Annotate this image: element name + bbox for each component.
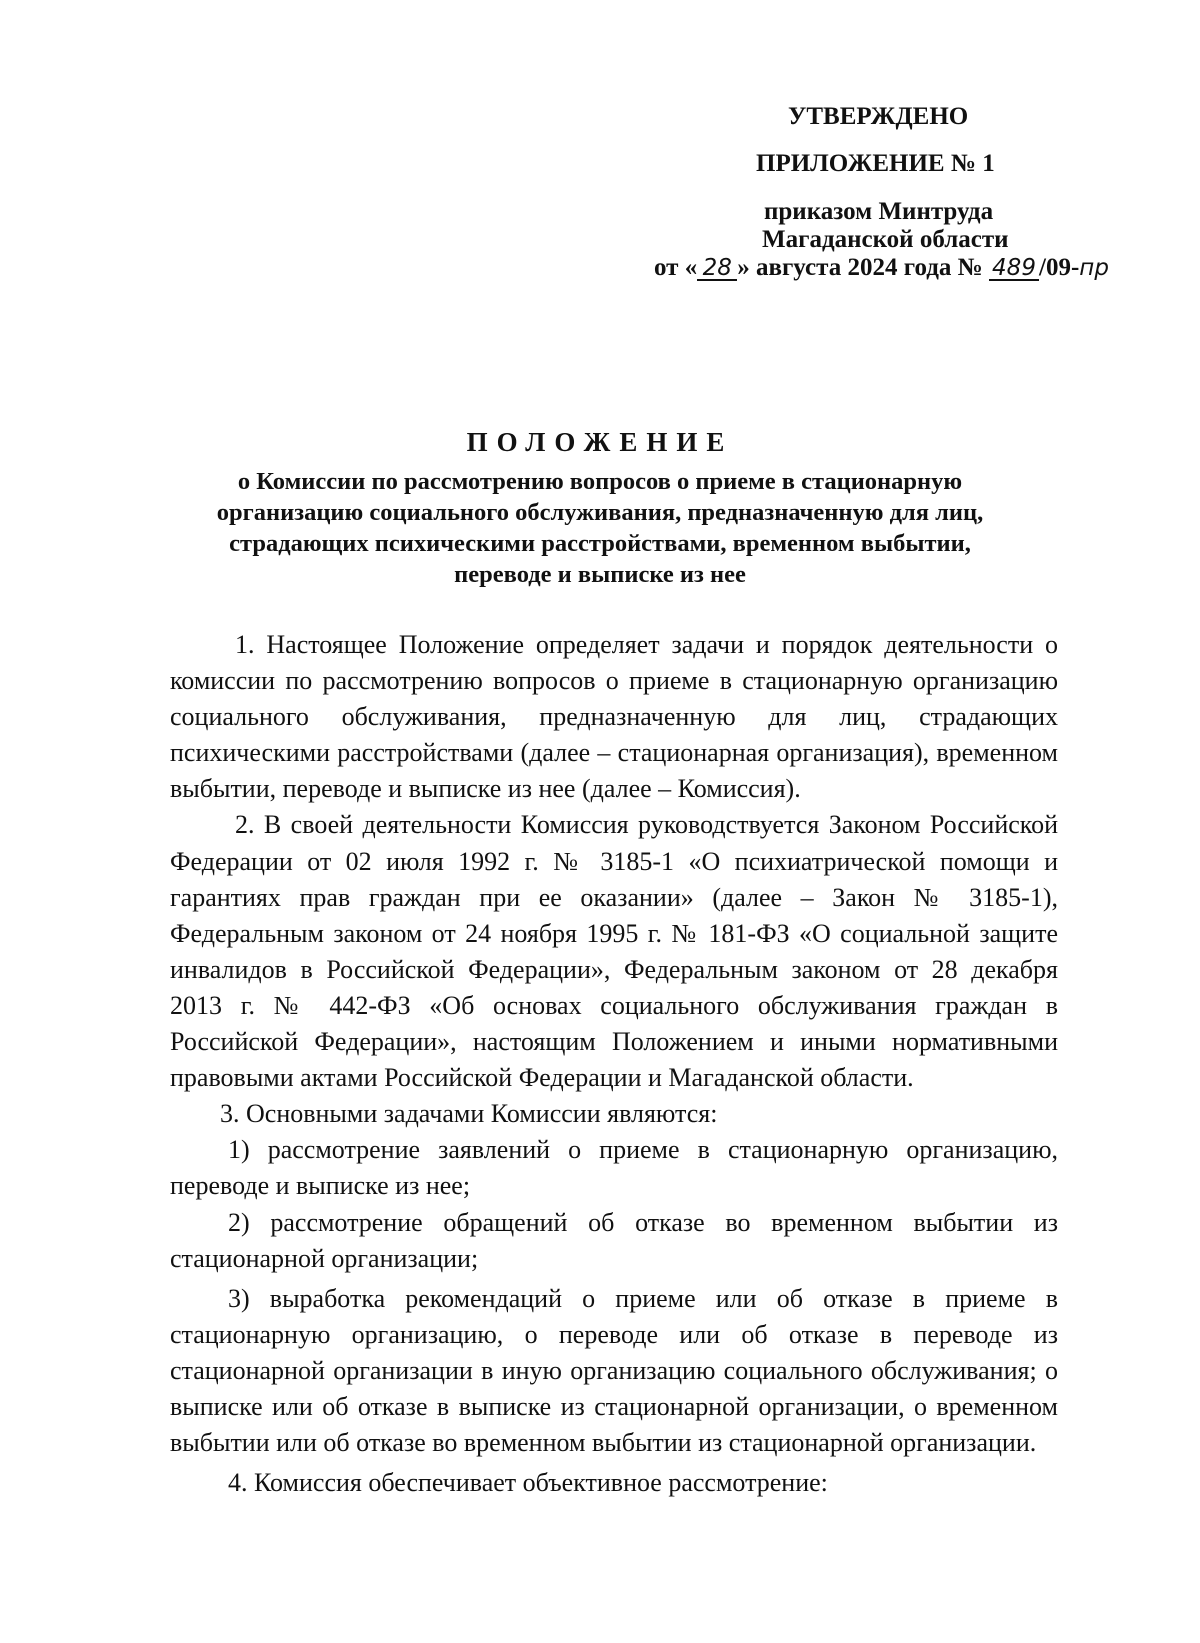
order-line-1: приказом Минтруда [764, 198, 994, 225]
subtitle-line: о Комиссии по рассмотрению вопросов о приеме в стационарную [237, 468, 963, 495]
handwritten-order-number: 489 [989, 257, 1039, 281]
date-prefix: от « [654, 254, 698, 281]
order-suffix: /09- [1039, 254, 1080, 281]
order-line-2: Магаданской области [762, 226, 1009, 253]
approved-heading: УТВЕРЖДЕНО [788, 103, 969, 130]
handwritten-day: 28 [697, 257, 737, 281]
document-subtitle [160, 466, 1040, 590]
paragraph-1: 1. Настоящее Положение определяет задачи и порядок деятельности о комиссии по рассмотрению вопросов о приеме в стационарную организацию социального обслуживания, предназначенную для лиц, страдающих психическими расстройствами (далее – стационарная организация), временном выбытии, переводе и выписке из нее (далее – Комиссия). [170, 630, 1058, 804]
paragraph-3-item-2: 2) рассмотрение обращений об отказе во временном выбытии из стационарной организации; [170, 1207, 1058, 1273]
subtitle-line: переводе и выписке из нее [454, 561, 746, 588]
paragraph-3-item-1: 1) рассмотрение заявлений о приеме в стационарную организацию, переводе и выписке из нее; [170, 1135, 1058, 1201]
paragraph-2: 2. В своей деятельности Комиссия руководствуется Законом Российской Федерации от 02 июля 1992 г. № 3185-1 «О психиатрической помощи и гарантиях прав граждан при ее оказании» (далее – Закон № 3185-1), Федеральным законом от 24 ноября 1995 г. № 181-ФЗ «О социальной защите инвалидов в Российской Федерации», Федеральным законом от 28 декабря 2013 г. № 442-ФЗ «Об основах социального обслуживания граждан в Российской Федерации», настоящим Положением и иными нормативными правовыми актами Российской Федерации и Магаданской области. [170, 810, 1058, 1093]
paragraph-4: 4. Комиссия обеспечивает объективное рассмотрение: [228, 1468, 828, 1498]
subtitle-line: страдающих психическими расстройствами, временном выбытии, [229, 530, 971, 557]
document-title: ПОЛОЖЕНИЕ [466, 427, 734, 457]
appendix-heading: ПРИЛОЖЕНИЕ № 1 [756, 150, 995, 177]
order-date-line [654, 255, 1109, 281]
handwritten-order-suffix: пр [1079, 255, 1109, 281]
subtitle-line: организацию социального обслуживания, предназначенную для лиц, [216, 499, 984, 526]
paragraph-3: 3. Основными задачами Комиссии являются: [220, 1099, 718, 1129]
date-middle: » августа 2024 года № [737, 254, 983, 281]
document-body [170, 627, 1058, 1501]
paragraph-3-item-3: 3) выработка рекомендаций о приеме или об отказе в приеме в стационарную организацию, о переводе или об отказе в переводе из стационарной организации в иную организацию социального обслуживания; о выписке или об отказе в выписке из стационарной организации, о временном выбытии или об отказе во временном выбытии из стационарной организации. [170, 1283, 1058, 1458]
